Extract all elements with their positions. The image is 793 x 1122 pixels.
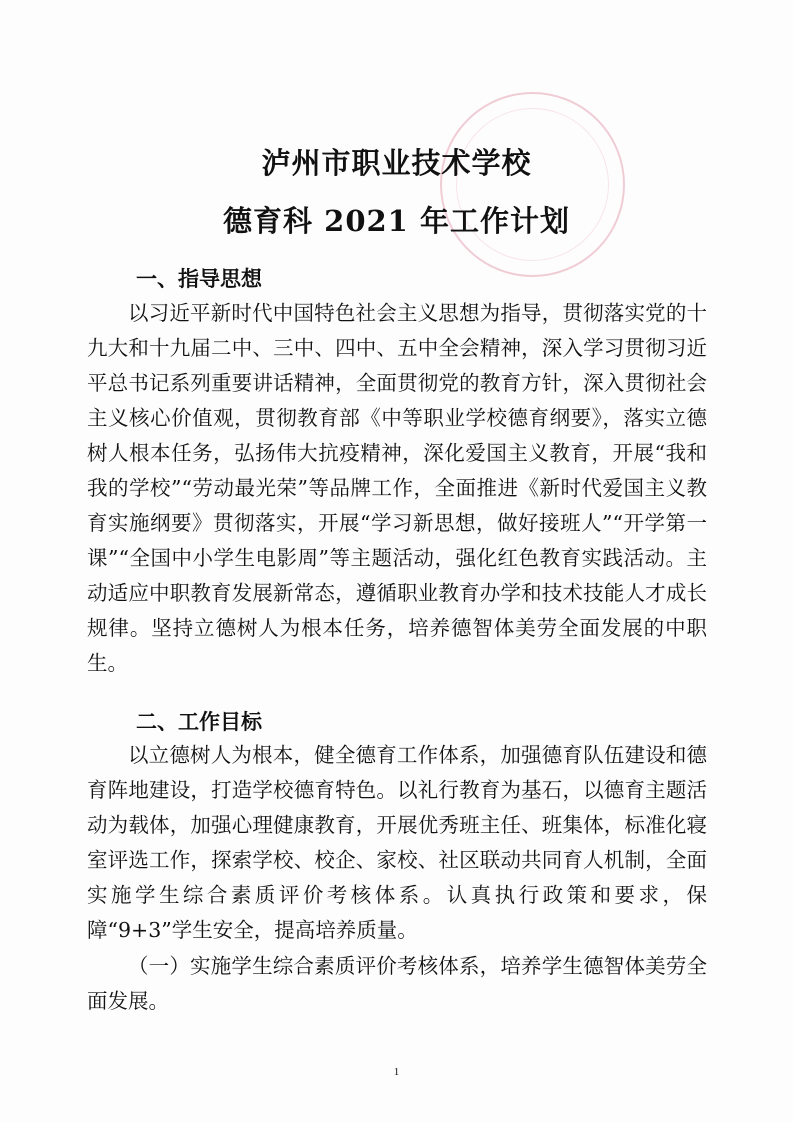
document-title-line2: 德育科 2021 年工作计划 [223,204,570,238]
page-number: 1 [393,1066,400,1078]
section-paragraph-work-goals: 以立德树人为根本，健全德育工作体系，加强德育队伍建设和德育阵地建设，打造学校德育特色。以礼行教育为基石，以德育主题活动为载体，加强心理健康教育，开展优秀班主任、班集体，标准化寝室评选工作，探索学校、校企、家校、社区联动共同育人机制，全面实施学生综合素质评价考核体系。认真执行政策和要求，保障“9+3”学生安全，提高培养质量。 [87,743,707,942]
section-paragraph-guiding-ideology: 以习近平新时代中国特色社会主义思想为指导，贯彻落实党的十九大和十九届二中、三中、四中、五中全会精神，深入学习贯彻习近平总书记系列重要讲话精神，全面贯彻党的教育方针，深入贯彻社会主义核心价值观，贯彻教育部《中等职业学校德育纲要》，落实立德树人根本任务，弘扬伟大抗疫精神，深化爱国主义教育，开展“我和我的学校”“劳动最光荣”等品牌工作，全面推进《新时代爱国主义教育实施纲要》贯彻落实，开展“学习新思想，做好接班人”“开学第一课”“全国中小学生电影周”等主题活动，强化红色教育实践活动。主动适应中职教育发展新常态，遵循职业教育办学和技术技能人才成长规律。坚持立德树人为根本任务，培养德智体美劳全面发展的中职生。 [87,301,707,675]
section-heading-guiding-ideology: 一、指导思想 [136,267,262,291]
document-title-line1: 泸州市职业技术学校 [261,146,532,180]
section-heading-work-goals: 二、工作目标 [136,710,262,734]
section-paragraph-item-1: （一）实施学生综合素质评价考核体系，培养学生德智体美劳全面发展。 [87,954,707,1013]
official-seal-stamp [440,92,625,277]
